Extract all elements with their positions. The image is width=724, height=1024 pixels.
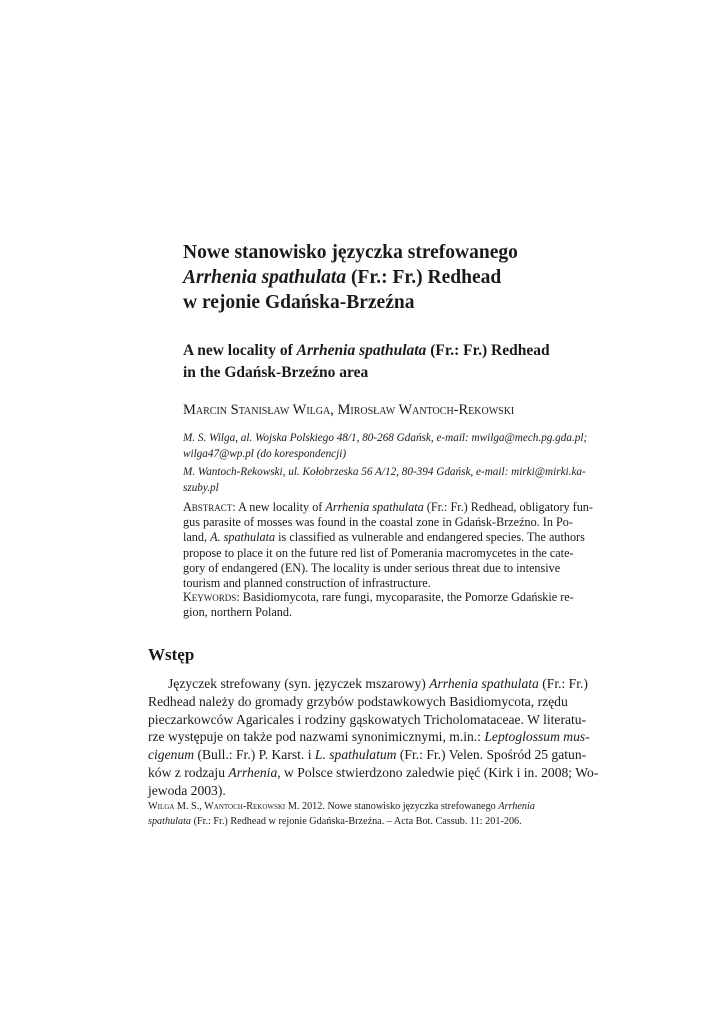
body-text: (Bull.: Fr.) P. Karst. i — [194, 747, 315, 763]
body-text: rze występuje on także pod nazwami synonimicznymi, m.in.: — [148, 729, 485, 745]
keywords-text: : Basidiomycota, rare fungi, mycoparasite, the Pomorze Gdańskie re- — [236, 590, 574, 604]
citation-line-1 — [148, 800, 584, 815]
affiliation-2-line-1: M. Wantoch-Rekowski, ul. Kołobrzeska 56 A/12, 80-394 Gdańsk, e-mail: mirki@mirki.ka- — [183, 466, 586, 478]
abstract-line-3 — [183, 530, 583, 545]
title-line-2 — [183, 265, 603, 290]
affiliation-1-line-2: wilga47@wp.pl (do korespondencji) — [183, 448, 347, 460]
abstract-species: Arrhenia spathulata — [325, 500, 424, 514]
citation-text: (Fr.: Fr.) Redhead w rejonie Gdańska-Brzeźna. – Acta Bot. Cassub. 11: 201-206. — [191, 815, 522, 827]
keywords-label: Keywords — [183, 590, 237, 604]
abstract-species: A. spathulata — [210, 530, 276, 545]
citation-text: 2012. Nowe stanowisko języczka strefowanego — [299, 801, 499, 812]
abstract-label: Abstract — [183, 500, 233, 514]
article-title — [183, 240, 603, 315]
subtitle-pre: A new locality of — [183, 342, 297, 359]
abstract — [183, 500, 593, 591]
body-line-3: pieczarkowców Agaricales i rodziny gąskowatych Tricholomataceae. W literatu- — [148, 711, 587, 727]
body-line-2: Redhead należy do gromady grzybów podstawkowych Basidiomycota, rzędu — [148, 693, 568, 709]
body-species: Arrhenia spathulata — [429, 676, 539, 691]
title-authority: (Fr.: Fr.) Redhead — [346, 267, 502, 288]
body-species: Leptoglossum mus- — [484, 729, 590, 745]
section-heading: Wstęp — [148, 645, 195, 664]
keywords — [183, 590, 583, 620]
citation-species: spathulata — [148, 815, 192, 827]
body-species: cigenum — [148, 747, 195, 763]
body-text: Języczek strefowany (syn. języczek mszarowy) — [168, 676, 430, 691]
abstract-line-6: tourism and planned construction of infrastructure. — [183, 576, 431, 591]
body-text: , w Polsce stwierdzono zaledwie pięć (Kirk i in. 2008; Wo- — [277, 764, 599, 780]
abstract-text: land, — [183, 530, 211, 545]
body-line-4 — [148, 728, 590, 746]
subtitle-species-name: Arrhenia spathulata — [296, 342, 427, 359]
abstract-text: is classified as vulnerable and endangered species. The authors — [275, 530, 585, 545]
body-text: (Fr.: Fr.) — [538, 676, 588, 691]
abstract-line-5: gory of endangered (EN). The locality is under serious threat due to intensive — [183, 560, 561, 575]
body-genus: Arrhenia — [228, 764, 278, 780]
intro-paragraph — [148, 675, 599, 800]
subtitle-line-2: in the Gdańsk-Brzeźno area — [183, 364, 369, 381]
body-text: ków z rodzaju — [148, 764, 229, 780]
subtitle-line-1 — [183, 340, 603, 362]
subtitle-post: (Fr.: Fr.) Redhead — [426, 342, 550, 359]
body-line-6 — [148, 764, 599, 782]
title-line-3: w rejonie Gdańska-Brzeźna — [183, 292, 415, 313]
abstract-line-4: propose to place it on the future red list of Pomerania macromycetes in the cate- — [183, 545, 574, 560]
citation-line-2 — [148, 815, 584, 830]
body-line-1 — [148, 675, 588, 693]
abstract-line-1 — [183, 500, 593, 515]
title-species-name: Arrhenia spathulata — [183, 267, 347, 288]
body-species: L. spathulatum — [314, 747, 397, 763]
affiliation-2-line-2: szuby.pl — [183, 482, 219, 494]
body-line-5 — [148, 746, 587, 764]
keywords-line-2: gion, northern Poland. — [183, 605, 292, 620]
english-title — [183, 340, 603, 384]
keywords-line-1 — [183, 590, 583, 605]
citation-authors: Wilga M. S., Wantoch-Rekowski M. — [148, 801, 300, 812]
affiliation-1 — [183, 430, 588, 462]
affiliation-2 — [183, 464, 586, 496]
abstract-line-2: gus parasite of mosses was found in the coastal zone in Gdańsk-Brzeźno. In Po- — [183, 515, 573, 530]
body-line-7: jewoda 2003). — [148, 782, 226, 798]
title-line-1: Nowe stanowisko języczka strefowanego — [183, 242, 518, 263]
abstract-text: (Fr.: Fr.) Redhead, obligatory fun- — [423, 500, 593, 514]
body-text: (Fr.: Fr.) Velen. Spośród 25 gatun- — [396, 747, 587, 763]
citation — [148, 800, 584, 829]
citation-genus: Arrhenia — [498, 801, 535, 812]
affiliation-1-line-1: M. S. Wilga, al. Wojska Polskiego 48/1, 80-268 Gdańsk, e-mail: mwilga@mech.pg.gda.pl; — [183, 432, 588, 444]
authors: Marcin Stanisław Wilga, Mirosław Wantoch-Rekowski — [183, 402, 515, 418]
abstract-text: : A new locality of — [232, 500, 326, 514]
